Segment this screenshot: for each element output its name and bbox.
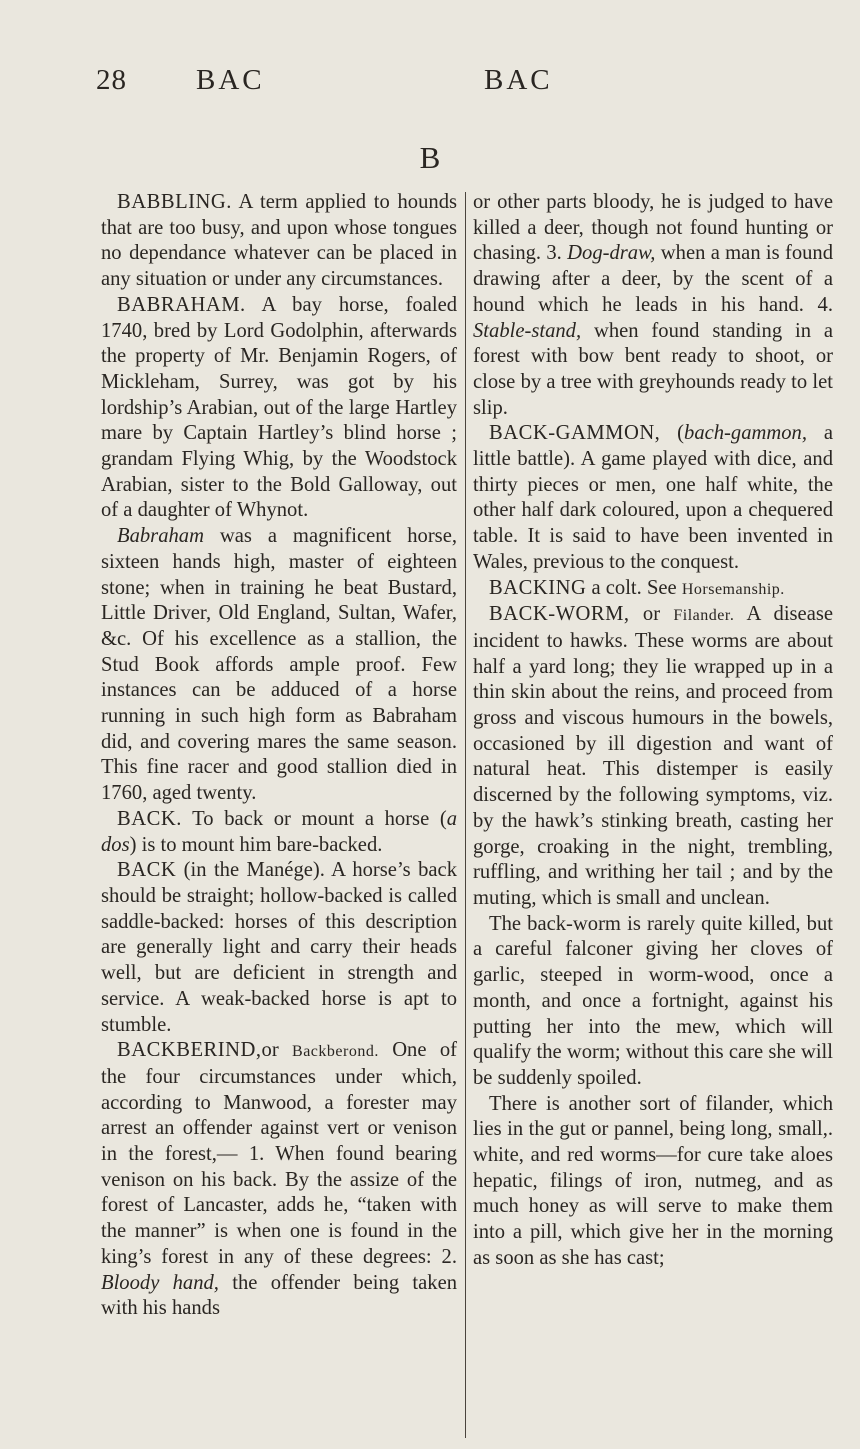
- entry-back-worm-treatment: [473, 912, 833, 1092]
- headword: BABBLING.: [117, 191, 232, 213]
- entry-text: a little battle). A game played with dice, and thirty pieces or men, one half white, the other half dark coloured, upon a chequered table. It is said to have been invented in Wales, previous to the conquest.: [473, 422, 833, 573]
- entry-filander: [473, 1092, 833, 1272]
- headword: BACK-WORM,: [489, 603, 630, 626]
- entry-babraham: [101, 293, 457, 524]
- right-column: [473, 190, 833, 1272]
- headword: BACK.: [117, 807, 182, 830]
- italic-term: Dog-draw,: [567, 242, 656, 265]
- left-column: [101, 190, 457, 1322]
- entry-text: was a magnificent horse, sixteen hands high, master of eighteen stone; when in training he beat Bustard, Little Driver, Old England, Sultan, Wafer, &c. Of his excellence as a stallion, the Stud Book affords ample proof. Few instances can be adduced of a horse running in such high form as Babraham did, and covering mares the same season. This fine racer and good stallion died in 1760, aged twenty.: [101, 525, 457, 805]
- entry-text: when found standing in a forest with bow bent ready to shoot, or close by a tree with greyhounds ready to let slip.: [473, 319, 833, 419]
- entry-text: the offender being taken with his hands: [101, 1271, 458, 1320]
- headword: BACK-GAMMON,: [489, 422, 661, 445]
- entry-text: (: [677, 422, 685, 445]
- entry-text: or other parts bloody, he is judged to have killed a deer, though not found hunting or chasing. 3.: [473, 191, 833, 265]
- entry-backberind-continued: [473, 190, 833, 421]
- section-letter: B: [419, 140, 441, 175]
- running-head-right: BAC: [484, 64, 553, 96]
- entry-backberind: [101, 1038, 457, 1322]
- entry-text: when a man is found drawing after a deer, by the scent of a hound which he leads in his hand. 4.: [473, 242, 834, 316]
- entry-backing: [473, 576, 833, 603]
- entry-text: A term applied to hounds that are too busy, and upon whose tongues no dependance whatever can be placed in any situation or under any circumstances.: [101, 191, 458, 291]
- entry-text: A bay horse, foaled 1740, bred by Lord Godolphin, afterwards the property of Mr. Benjamin Rogers, of Mickleham, Surrey, was got by his lordship’s Arabian, out of the large Hartley mare by Captain Hartley’s blind horse ; grandam Flying Whig, by the Woodstock Arabian, sister to the Bold Galloway, out of a daughter of Whynot.: [101, 293, 458, 522]
- entry-text: (in the Manége). A horse’s back should be straight; hollow-backed is called saddle-backed: horses of this description are generally light and carry their heads well, but are deficient in strength and service. A weak-backed horse is apt to stumble.: [101, 859, 457, 1036]
- entry-text: There is another sort of filander, which lies in the gut or pannel, being long, small,. white, and red worms—for cure take aloes hepatic, filings of iron, nutmeg, and as much honey as will serve to make them into a pill, which give her in the morning as soon as she has cast;: [473, 1092, 833, 1269]
- entry-text: The back-worm is rarely quite killed, but a careful falconer giving her cloves of garlic, steeped in worm-wood, once a month, and once a fortnight, against his putting her into the mew, which will qualify the worm; without this care she will be suddenly spoiled.: [473, 912, 833, 1089]
- entry-text: A disease incident to hawks. These worms are about half a yard long; they lie wrapped up in a thin skin about the reins, and proceed from gross and viscous humours in the bowels, occasioned by ill digestion and want of natural heat. This distemper is easily discerned by the following symptoms, viz. by the hawk’s stinking breath, casting her gorge, croaking in the night, trembling, ruffling, and writhing her tail ; and by the muting, which is small and unclean.: [473, 603, 833, 909]
- variant-headword: Filander.: [673, 607, 735, 625]
- cross-reference: Horsemanship.: [681, 580, 785, 598]
- entry-back-manege: [101, 858, 457, 1038]
- entry-babraham-continued: [101, 524, 457, 807]
- italic-term: Bloody hand,: [101, 1271, 219, 1294]
- italic-term: Stable-stand,: [473, 319, 582, 342]
- variant-headword: Backberond.: [292, 1043, 379, 1061]
- entry-text: To back or mount a horse (: [192, 807, 447, 830]
- headword: BACK: [117, 859, 177, 882]
- italic-term: bach-gammon,: [684, 422, 808, 445]
- entry-backgammon: [473, 421, 833, 575]
- italic-name: Babraham: [117, 525, 204, 548]
- headword: BACKBERIND,: [117, 1039, 262, 1062]
- headword: BACKING: [489, 576, 587, 599]
- or-word: or: [642, 603, 661, 626]
- or-word: or: [261, 1039, 279, 1062]
- entry-back: [101, 807, 457, 858]
- entry-text: One of the four circumstances under which, according to Manwood, a forester may arrest an offender against vert or venison in the forest,— 1. When found bearing venison on his back. By the assize of the forest of Lancaster, adds he, “taken with the manner” is when one is found in the king’s forest in any of these degrees: 2.: [101, 1039, 457, 1268]
- entry-text: ) is to mount him bare-backed.: [129, 833, 383, 856]
- headword: BABRAHAM.: [117, 293, 246, 316]
- entry-back-worm: [473, 602, 833, 911]
- running-head-left: BAC: [196, 64, 265, 96]
- column-divider: [465, 192, 466, 1438]
- italic-term: a dos: [101, 807, 458, 856]
- page-number: 28: [96, 64, 127, 96]
- entry-babbling: [101, 190, 457, 293]
- entry-text: a colt. See: [591, 576, 677, 599]
